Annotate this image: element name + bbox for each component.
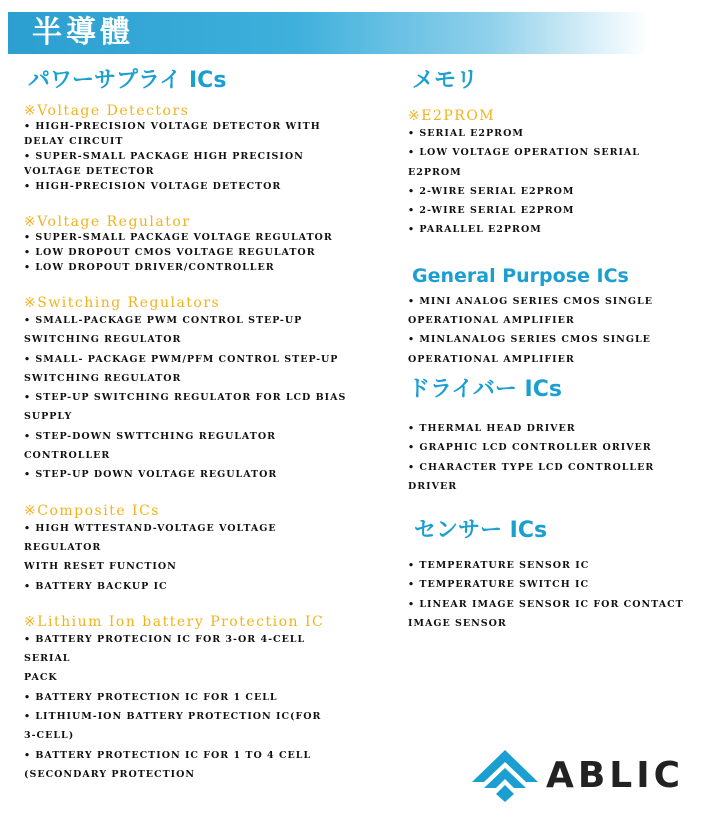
list-item: VOLTAGE DETECTOR <box>24 166 155 177</box>
lithium-title: ※Lithium Ion battery Protection IC <box>24 613 325 630</box>
list-item: DRIVER <box>408 480 458 492</box>
ablic-logo-text: ABLIC <box>546 755 685 796</box>
driver-heading: ドライバー ICs <box>408 376 562 402</box>
ablic-logo-icon <box>472 748 538 804</box>
driver-list <box>408 419 698 496</box>
voltage-regulator-list <box>24 230 364 275</box>
list-item: REGULATOR <box>24 541 102 553</box>
list-item: • SMALL- PACKAGE PWM/PFM CONTROL STEP-UP <box>24 353 339 365</box>
list-item: DELAY CIRCUIT <box>24 136 124 147</box>
list-item: • HIGH-PRECISION VOLTAGE DETECTOR WITH <box>24 121 321 132</box>
list-item: • BATTERY PROTECTION IC FOR 1 CELL <box>24 691 278 703</box>
composite-title: ※Composite ICs <box>24 502 160 519</box>
list-item: • HIGH-PRECISION VOLTAGE DETECTOR <box>24 181 282 192</box>
list-item: • HIGH WTTESTAND-VOLTAGE VOLTAGE <box>24 522 277 534</box>
list-item: • BATTERY PROTECTION IC FOR 1 TO 4 CELL <box>24 749 312 761</box>
voltage-regulator-title: ※Voltage Regulator <box>24 214 191 230</box>
lithium-list <box>24 630 364 784</box>
banner-title: 半導體 <box>32 15 134 50</box>
voltage-detectors-title: ※Voltage Detectors <box>24 103 190 119</box>
general-purpose-list <box>408 292 698 369</box>
sensor-heading: センサー ICs <box>414 518 548 544</box>
list-item: • GRAPHIC LCD CONTROLLER ORIVER <box>408 442 652 454</box>
list-item: • SUPER-SMALL PACKAGE HIGH PRECISION <box>24 151 304 162</box>
voltage-regulator-section <box>24 214 364 275</box>
list-item: • MINI ANALOG SERIES CMOS SINGLE <box>408 295 653 307</box>
list-item: • SERIAL E2PROM <box>408 128 524 139</box>
list-item: • PARALLEL E2PROM <box>408 224 542 236</box>
list-item: • STEP-DOWN SWTTCHING REGULATOR CONTROLLER <box>24 430 277 462</box>
switching-regulators-title: ※Switching Regulators <box>24 295 221 311</box>
memory-section <box>408 66 698 240</box>
list-item: • LOW DROPOUT DRIVER/CONTROLLER <box>24 262 275 273</box>
list-item: • BATTERY PROTECION IC FOR 3-OR 4-CELL <box>24 633 306 645</box>
composite-section <box>24 503 364 596</box>
switching-regulators-section <box>24 295 364 485</box>
composite-list <box>24 519 364 596</box>
list-item: • STEP-UP SWITCHING REGULATOR FOR LCD BIAS <box>24 392 347 404</box>
power-supply-column <box>24 66 364 784</box>
list-item: • SUPER-SMALL PACKAGE VOLTAGE REGULATOR <box>24 232 333 243</box>
list-item: • LINEAR IMAGE SENSOR IC FOR CONTACT <box>408 598 684 610</box>
list-item: SWITCHING REGULATOR <box>24 372 182 384</box>
list-item: E2PROM <box>408 166 462 178</box>
sensor-list <box>408 556 698 633</box>
driver-section <box>408 375 698 496</box>
switching-regulators-list <box>24 311 364 485</box>
list-item: SUPPLY <box>24 411 73 423</box>
e2prom-list <box>408 124 698 240</box>
list-item: OPERATIONAL AMPLIFIER <box>408 353 575 365</box>
list-item: • MINLANALOG SERIES CMOS SINGLE <box>408 334 651 346</box>
list-item: • TEMPERATURE SWITCH IC <box>408 579 590 591</box>
list-item: • CHARACTER TYPE LCD CONTROLLER <box>408 461 655 473</box>
list-item: SWITCHING REGULATOR <box>24 334 182 346</box>
list-item: SERIAL <box>24 653 71 665</box>
lithium-section <box>24 614 364 784</box>
list-item: (SECONDARY PROTECTION <box>24 768 196 780</box>
list-item: • LITHIUM-ION BATTERY PROTECTION IC(FOR <box>24 711 322 723</box>
list-item: • LOW VOLTAGE OPERATION SERIAL <box>408 147 640 159</box>
list-item: • 2-WIRE SERIAL E2PROM <box>408 185 575 197</box>
list-item: PACK <box>24 672 58 684</box>
list-item: • BATTERY BACKUP IC <box>24 580 168 592</box>
list-item: WITH RESET FUNCTION <box>24 561 177 573</box>
list-item: • 2-WIRE SERIAL E2PROM <box>408 205 575 217</box>
list-item: OPERATIONAL AMPLIFIER <box>408 315 575 327</box>
list-item: IMAGE SENSOR <box>408 618 507 630</box>
general-purpose-section <box>408 262 698 369</box>
general-purpose-heading: General Purpose ICs <box>412 264 629 287</box>
memory-heading: メモリ <box>412 68 479 93</box>
voltage-detectors-list <box>24 119 364 194</box>
list-item: • LOW DROPOUT CMOS VOLTAGE REGULATOR <box>24 247 316 258</box>
power-supply-heading: パワーサプライ ICs <box>28 68 227 93</box>
sensor-section <box>408 516 698 633</box>
list-item: • TEMPERATURE SENSOR IC <box>408 560 590 572</box>
list-item: • STEP-UP DOWN VOLTAGE REGULATOR <box>24 469 278 481</box>
voltage-detectors-section <box>24 103 364 194</box>
ablic-logo <box>472 748 692 804</box>
e2prom-title: ※E2PROM <box>408 108 496 124</box>
header-banner <box>8 12 648 54</box>
list-item: 3-CELL) <box>24 730 75 742</box>
right-column <box>408 66 698 633</box>
list-item: • THERMAL HEAD DRIVER <box>408 422 576 434</box>
list-item: • SMALL-PACKAGE PWM CONTROL STEP-UP <box>24 315 303 326</box>
